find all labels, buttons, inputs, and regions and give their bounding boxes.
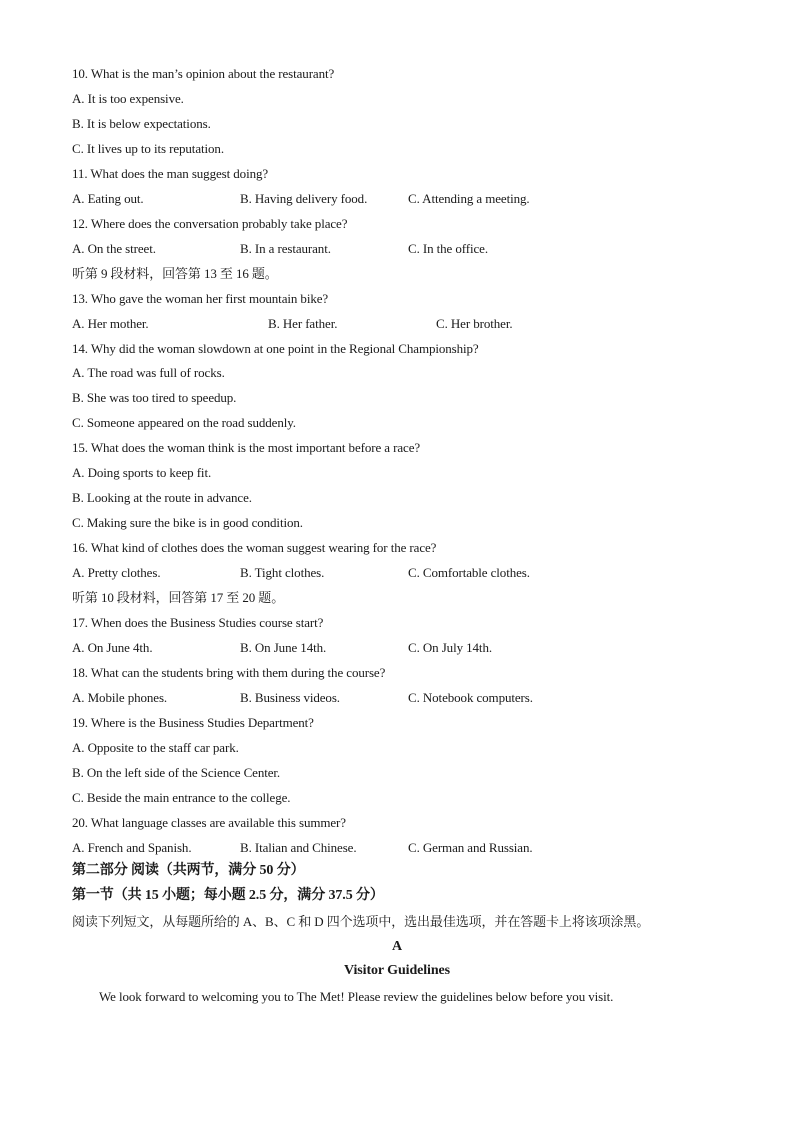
question-17-option-b: B. On June 14th.: [240, 640, 327, 655]
question-17-stem: 17. When does the Business Studies course start?: [72, 615, 324, 630]
question-19-option-c: C. Beside the main entrance to the college.: [72, 790, 291, 805]
question-18-option-c: C. Notebook computers.: [408, 690, 533, 705]
question-16-option-a: A. Pretty clothes.: [72, 565, 161, 580]
question-10-option-a: A. It is too expensive.: [72, 91, 184, 106]
question-15-option-a: A. Doing sports to keep fit.: [72, 465, 212, 480]
question-10-stem: 10. What is the man’s opinion about the restaurant?: [72, 66, 335, 81]
question-11-option-b: B. Having delivery food.: [240, 191, 368, 206]
question-20-option-a: A. French and Spanish.: [72, 840, 192, 855]
question-13-option-b: B. Her father.: [268, 316, 338, 331]
question-12-option-b: B. In a restaurant.: [240, 241, 331, 256]
question-15-option-c: C. Making sure the bike is in good condition.: [72, 515, 303, 530]
question-15-stem: 15. What does the woman think is the most important before a race?: [72, 440, 421, 455]
question-16-stem: 16. What kind of clothes does the woman suggest wearing for the race?: [72, 540, 437, 555]
question-14-option-b: B. She was too tired to speedup.: [72, 390, 237, 405]
question-11-option-a: A. Eating out.: [72, 191, 144, 206]
question-15-option-b: B. Looking at the route in advance.: [72, 490, 252, 505]
question-18-option-a: A. Mobile phones.: [72, 690, 168, 705]
question-16-option-b: B. Tight clothes.: [240, 565, 325, 580]
question-18-stem: 18. What can the students bring with them during the course?: [72, 665, 386, 680]
passage-title: Visitor Guidelines: [344, 963, 450, 978]
passage-intro: We look forward to welcoming you to The Met! Please review the guidelines below before you visit.: [99, 989, 614, 1004]
question-12-stem: 12. Where does the conversation probably take place?: [72, 216, 348, 231]
question-19-option-a: A. Opposite to the staff car park.: [72, 740, 239, 755]
question-17-option-c: C. On July 14th.: [408, 640, 492, 655]
question-10-option-c: C. It lives up to its reputation.: [72, 141, 224, 156]
question-20-stem: 20. What language classes are available this summer?: [72, 815, 346, 830]
section-9-instruction: 听第 9 段材料，回答第 13 至 16 题。: [72, 266, 278, 281]
question-11-option-c: C. Attending a meeting.: [408, 191, 530, 206]
section-1-heading: 第一节（共 15 小题；每小题 2.5 分，满分 37.5 分）: [72, 888, 384, 903]
question-18-option-b: B. Business videos.: [240, 690, 340, 705]
passage-letter: A: [391, 939, 402, 954]
reading-instructions: 阅读下列短文，从每题所给的 A、B、C 和 D 四个选项中，选出最佳选项，并在答题卡上将该项涂黑。: [72, 914, 650, 929]
question-16-option-c: C. Comfortable clothes.: [408, 565, 530, 580]
section-10-instruction: 听第 10 段材料，回答第 17 至 20 题。: [72, 590, 285, 605]
question-10-option-b: B. It is below expectations.: [72, 116, 211, 131]
question-19-stem: 19. Where is the Business Studies Department?: [72, 715, 314, 730]
question-13-stem: 13. Who gave the woman her first mountain bike?: [72, 291, 329, 306]
question-12-option-c: C. In the office.: [408, 241, 489, 256]
question-20-option-c: C. German and Russian.: [408, 840, 533, 855]
question-14-stem: 14. Why did the woman slowdown at one point in the Regional Championship?: [72, 341, 479, 356]
question-17-option-a: A. On June 4th.: [72, 640, 153, 655]
question-13-option-a: A. Her mother.: [72, 316, 149, 331]
part-2-heading: 第二部分 阅读（共两节，满分 50 分）: [72, 863, 305, 878]
question-13-option-c: C. Her brother.: [436, 316, 513, 331]
question-19-option-b: B. On the left side of the Science Center.: [72, 765, 281, 780]
question-20-option-b: B. Italian and Chinese.: [240, 840, 357, 855]
question-14-option-a: A. The road was full of rocks.: [72, 365, 225, 380]
question-14-option-c: C. Someone appeared on the road suddenly.: [72, 415, 296, 430]
question-11-stem: 11. What does the man suggest doing?: [72, 166, 269, 181]
question-12-option-a: A. On the street.: [72, 241, 156, 256]
